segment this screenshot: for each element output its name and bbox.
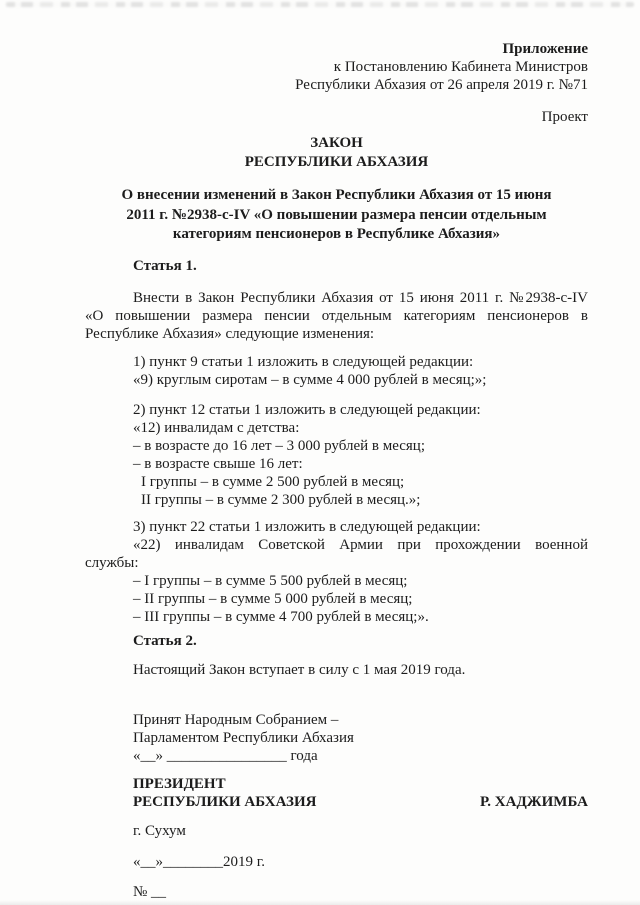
article-1-intro	[85, 289, 588, 343]
article-2-heading: Статья 2.	[133, 632, 197, 649]
amendment-2-line-2: – в возрасте до 16 лет – 3 000 рублей в месяц;	[133, 437, 425, 454]
document-number-blank-line: № __	[133, 883, 167, 900]
document-content	[85, 0, 588, 901]
law-title-line-2: 2011 г. №2938-с-IV «О повышении размера пенсии отдельным	[126, 206, 547, 223]
amendment-3-body-line-2: службы:	[85, 554, 139, 571]
appendix-block	[85, 40, 588, 94]
amendment-3-lead: 3) пункт 22 статьи 1 изложить в следующей редакции:	[133, 518, 481, 535]
signing-date-blank-line: «__»________2019 г.	[133, 853, 265, 870]
amendment-3-group-3: – III группы – в сумме 4 700 рублей в месяц;».	[133, 608, 429, 625]
law-title-line-1: О внесении изменений в Закон Республики Абхазия от 15 июня	[121, 187, 552, 203]
draft-label: Проект	[541, 109, 588, 125]
amendment-1-lead: 1) пункт 9 статьи 1 изложить в следующей редакции:	[133, 353, 474, 370]
law-heading-line-1: ЗАКОН	[310, 135, 363, 151]
amendment-3-group-2: – II группы – в сумме 5 000 рублей в месяц;	[133, 590, 413, 607]
law-heading	[85, 134, 588, 172]
adoption-block	[133, 711, 588, 765]
article-1-intro-line-3: Республике Абхазия» следующие изменения:	[85, 325, 375, 342]
president-office-line-2: РЕСПУБЛИКИ АБХАЗИЯ	[133, 793, 317, 810]
scan-artifact-bottom	[0, 900, 640, 905]
law-heading-line-2: РЕСПУБЛИКИ АБХАЗИЯ	[244, 154, 429, 170]
adoption-date-blank-line: «__» ________________ года	[133, 747, 318, 764]
amendment-1	[85, 353, 588, 389]
article-2-text: Настоящий Закон вступает в силу с 1 мая 2019 года.	[133, 661, 466, 678]
amendment-2	[85, 401, 588, 509]
appendix-decree-line-1: к Постановлению Кабинета Министров	[333, 59, 588, 75]
amendment-2-line-3: – в возрасте свыше 16 лет:	[133, 455, 303, 472]
amendment-2-line-1: «12) инвалидам с детства:	[133, 419, 300, 436]
amendment-2-group-1: I группы – в сумме 2 500 рублей в месяц;	[141, 473, 405, 490]
adoption-line-1: Принят Народным Собранием –	[133, 711, 339, 728]
amendment-3	[85, 518, 588, 626]
signature-row	[85, 775, 588, 811]
adoption-line-2: Парламентом Республики Абхазия	[133, 729, 354, 746]
president-office-line-1: ПРЕЗИДЕНТ	[133, 775, 226, 792]
president-name: Р. ХАДЖИМБА	[480, 793, 588, 810]
amendment-2-lead: 2) пункт 12 статьи 1 изложить в следующей редакции:	[133, 401, 481, 418]
amendment-3-group-1: – I группы – в сумме 5 500 рублей в месяц;	[133, 572, 408, 589]
amendment-3-body-line-1: «22) инвалидам Советской Армии при прохождении военной	[133, 536, 588, 553]
appendix-decree-line-2: Республики Абхазия от 26 апреля 2019 г. №71	[295, 77, 588, 93]
amendment-1-text: «9) круглым сиротам – в сумме 4 000 рублей в месяц;»;	[133, 371, 487, 388]
city-line: г. Сухум	[133, 822, 186, 839]
article-1-intro-line-2: «О повышении размера пенсии отдельным категориям пенсионеров в	[85, 307, 588, 324]
amendment-2-group-2: II группы – в сумме 2 300 рублей в месяц.»;	[141, 491, 421, 508]
law-title	[85, 186, 588, 245]
article-1-intro-line-1: Внести в Закон Республики Абхазия от 15 июня 2011 г. №2938-с-IV	[133, 289, 588, 306]
president-office	[133, 775, 316, 811]
appendix-label: Приложение	[502, 41, 588, 57]
law-title-line-3: категориям пенсионеров в Республике Абхазия»	[172, 226, 501, 242]
article-1-heading: Статья 1.	[133, 257, 197, 274]
